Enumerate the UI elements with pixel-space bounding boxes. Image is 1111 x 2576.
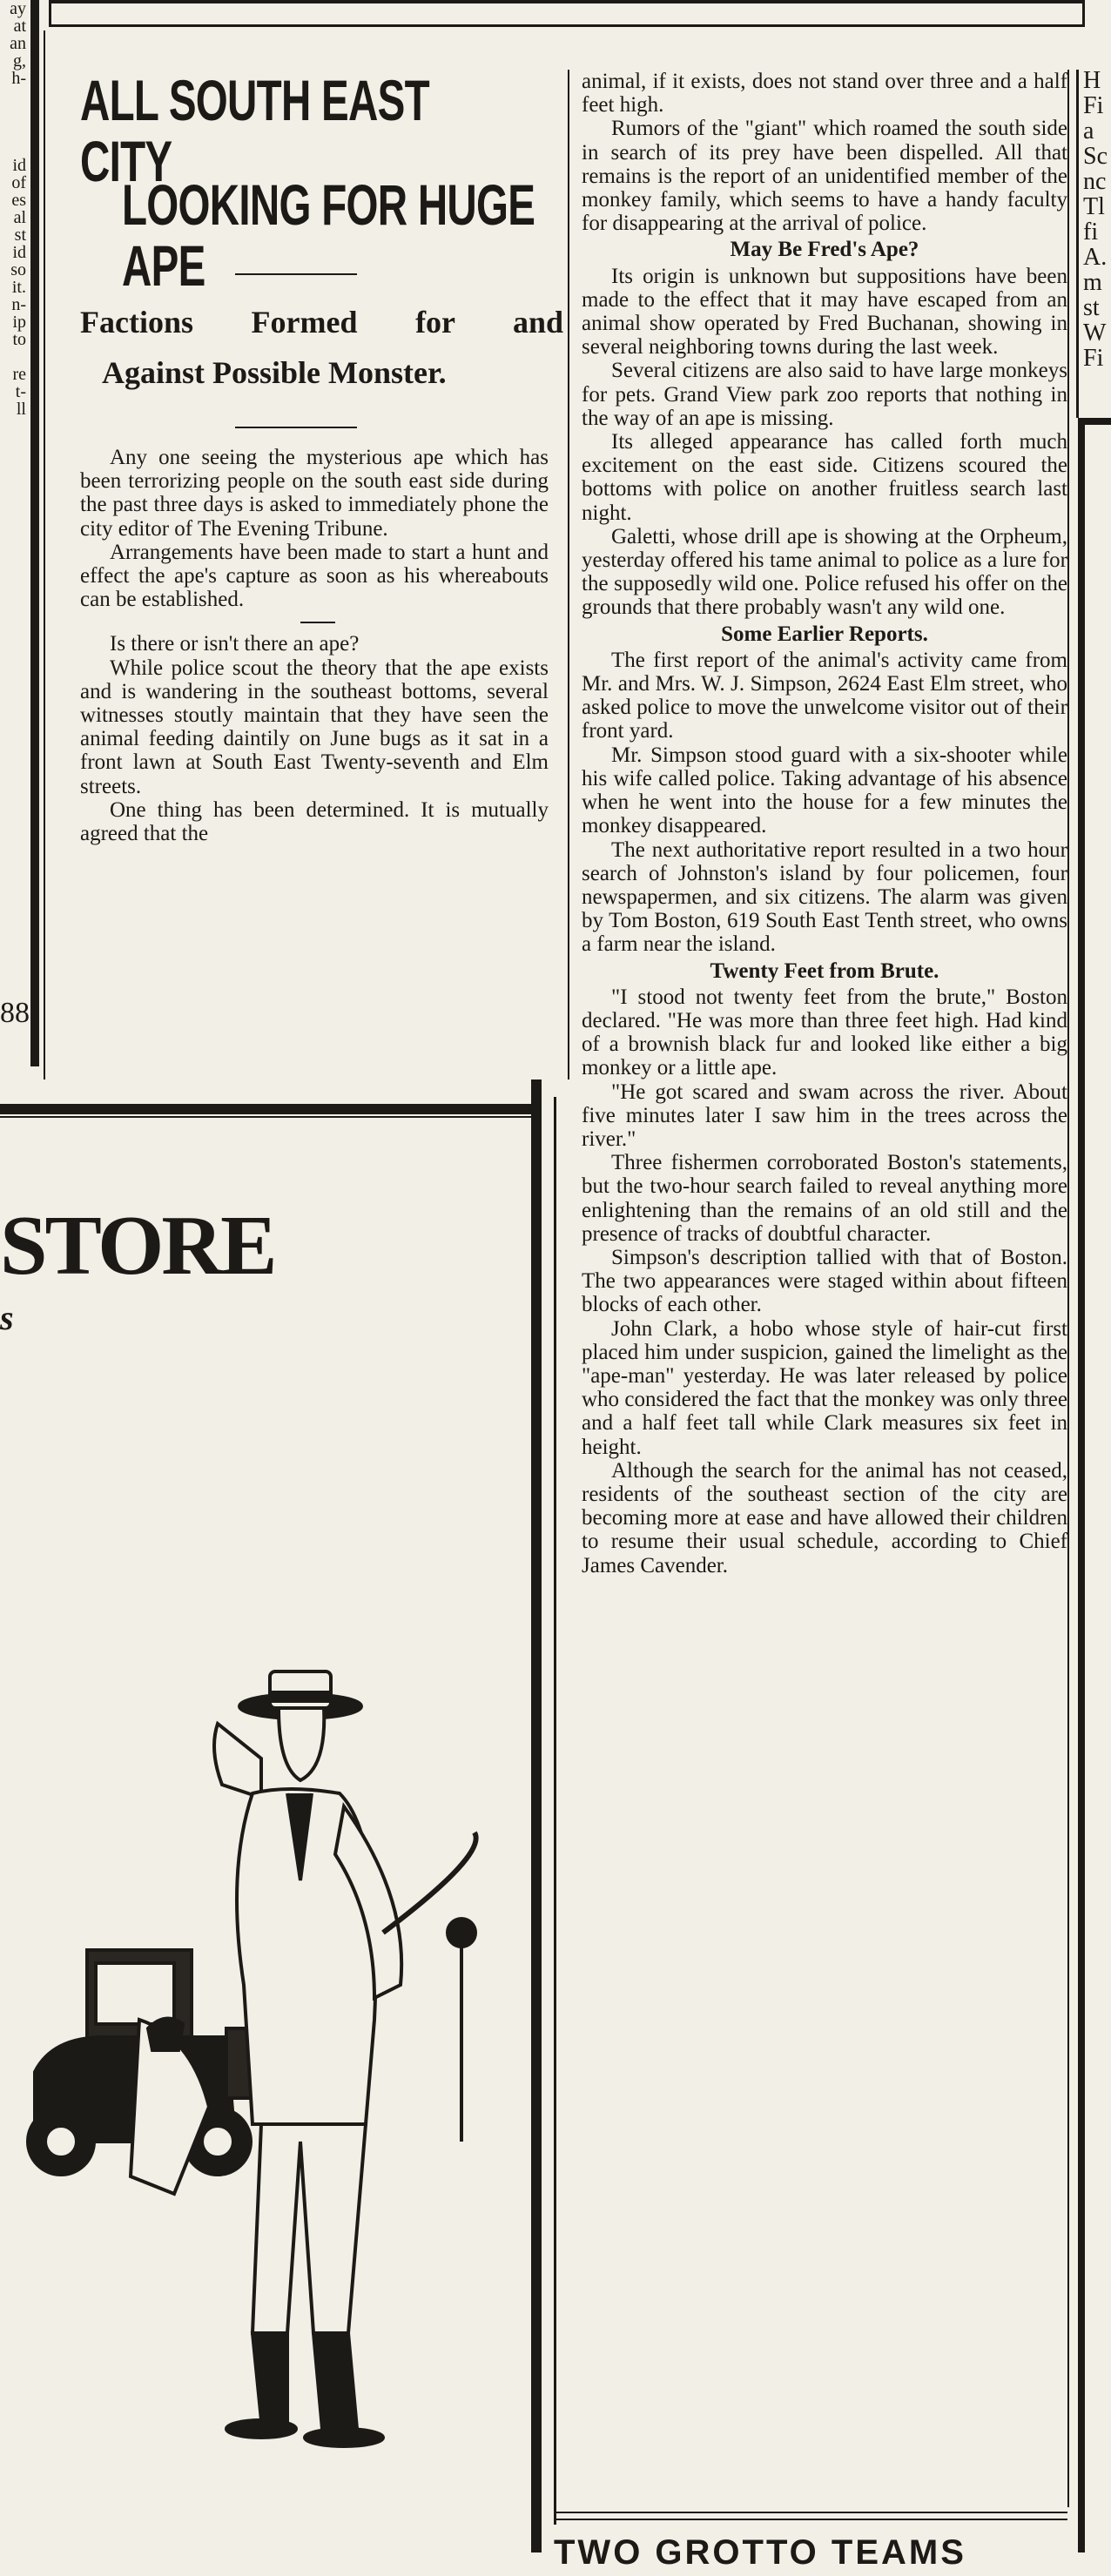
paragraph: One thing has been determined. It is mutually agreed that the (80, 797, 549, 846)
ad-illustration (0, 1654, 522, 2516)
paragraph: Any one seeing the mysterious ape which has been terrorizing people on the south east side during the past three days is asked to immediately phone the city editor of The Evening Tribune. (80, 446, 549, 541)
paragraph: John Clark, a hobo whose style of hair-cut first placed him under suspicion, gained the limelight as the "ape-man" yesterday. He was later released by police who considered the fact that the monkey was only three and a half feet tall while Clark measures six feet in height. (582, 1316, 1067, 1459)
bottom-rule-2 (554, 2519, 1067, 2520)
top-box-right (1082, 0, 1085, 27)
ad-tag: s (0, 1298, 14, 1337)
fragment-line: st (1083, 294, 1100, 321)
paragraph: Although the search for the animal has not ceased, residents of the southeast section of the city are becoming more at ease and have allowed their children to resume their usual schedule, according to Chief James Cavender. (582, 1458, 1067, 1577)
fragment-line: st (14, 225, 26, 245)
fragment-line: g, (13, 51, 26, 71)
paragraph: The next authoritative report resulted in a two hour search of Johnston's island by four policemen, four newspapermen, and six citizens. The alarm was given by Tom Boston, 619 South East Tenth street, who owns a farm near the island. (582, 837, 1067, 957)
fragment-line: an (10, 34, 26, 53)
paragraph: Galetti, whose drill ape is showing at the Orpheum, yesterday offered his tame animal to police as a lure for the supposedly wild one. Police refused his offer on the grounds that there probably wasn't any wild one. (582, 524, 1067, 620)
fragment-line: to (12, 330, 26, 349)
paragraph: "He got scared and swam across the river. About five minutes later I saw him in the trees across the river." (582, 1079, 1067, 1151)
fragment-line: h- (11, 69, 26, 88)
col1-paragraphs-2 (80, 656, 549, 846)
ad-top-border (0, 1104, 538, 1114)
column-2-body (582, 70, 1067, 1577)
ad-store-word: STORE (0, 1199, 275, 1293)
man-illustration (131, 1671, 476, 2446)
col2-lead (582, 70, 1067, 235)
paragraph: Its alleged appearance has called forth much excitement on the east side. Citizens scoured the bottoms with police on another fruitless search last night. (582, 430, 1067, 525)
col2-outer-left-rule (531, 1079, 542, 2552)
fragment-line: fi (1083, 219, 1099, 245)
paragraph: Arrangements have been made to start a hunt and effect the ape's capture as soon as his whereabouts can be established. (80, 540, 549, 612)
fragment-line: A. (1083, 244, 1108, 271)
paragraph: Rumors of the "giant" which roamed the south side in search of its prey have been dispelled. All that remains is the report of an unidentified member of the monkey family, which seems to have a handy faculty for disappearing at the arrival of police. (582, 117, 1067, 236)
headline-line-1: ALL SOUTH EAST CITY (80, 68, 429, 193)
fragment-line: W (1083, 319, 1107, 346)
fragment-line: t- (15, 382, 26, 401)
fragment-line: ip (12, 313, 26, 332)
col2-sec3 (582, 985, 1067, 1577)
paragraph: Mr. Simpson stood guard with a six-shooter while his wife called police. Taking advantage of his absence when he went into the house for a few minutes the monkey disappeared. (582, 743, 1067, 838)
left-column-rule (30, 0, 39, 1066)
column-divider (568, 70, 569, 1079)
fragment-line: m (1083, 269, 1102, 296)
left-column-fragments (0, 0, 26, 418)
col1-paragraphs (80, 446, 549, 611)
fragment-line: al (13, 208, 26, 227)
paragraph: The first report of the animal's activity came from Mr. and Mrs. W. J. Simpson, 2624 East Elm street, who asked police to move the unwelcome visitor out of their front yard. (582, 648, 1067, 743)
fragment-line (0, 348, 26, 366)
column-1-body (80, 446, 549, 845)
left-column-rule-2 (44, 30, 45, 1079)
paragraph: Simpson's description tallied with that of Boston. The two appearances were staged within about fifteen blocks of each other. (582, 1245, 1067, 1317)
fragment-line (0, 139, 26, 157)
col2-right-rule (1067, 70, 1069, 2507)
left-column-fragment-bottom: 88 (0, 997, 30, 1029)
top-rule (49, 0, 1085, 3)
col2-sec2 (582, 649, 1067, 957)
fragment-line: Fi (1083, 92, 1104, 119)
fragment-line: of (11, 173, 26, 192)
fragment-line: nc (1083, 168, 1107, 195)
fragment-line: id (12, 243, 26, 262)
ad-top-inner (0, 1116, 533, 1118)
fragment-line: es (11, 191, 26, 210)
fragment-line: ay (10, 0, 26, 18)
fragment-line: H (1083, 67, 1101, 94)
paragraph: Its origin is unknown but suppositions have been made to the effect that it may have escaped from an animal show operated by Fred Buchanan, showing in several neighboring towns during the last week. (582, 264, 1067, 360)
right-column-rule (1076, 70, 1079, 418)
col2-sec1 (582, 265, 1067, 620)
fragment-line: Sc (1083, 143, 1108, 170)
paragraph: While police scout the theory that the ape exists and is wandering in the southeast bottoms, several witnesses stoutly maintain that they have seen the animal feeding daintily on June bugs as it sat in a front lawn at South East Twenty-seventh and Elm streets. (80, 656, 549, 798)
bottom-rule (554, 2512, 1067, 2513)
fragment-line: id (12, 156, 26, 175)
deck-text-1: Factions Formed for and (80, 305, 563, 340)
paragraph: Three fishermen corroborated Boston's statements, but the two-hour search failed to reveal anything more enlightening than the remains of an old still and the presence of tracks of doubtful character. (582, 1151, 1067, 1246)
right-column-fragments (1083, 68, 1111, 371)
top-rule-2 (49, 24, 1085, 27)
right-box-rule-v (1078, 418, 1085, 2552)
fragment-line: ll (16, 400, 26, 419)
fragment-line: it. (11, 278, 26, 297)
fragment-line: at (13, 17, 26, 36)
subhead-earlier: Some Earlier Reports. (721, 622, 928, 646)
fragment-line (0, 104, 26, 122)
fragment-line: n- (11, 295, 26, 314)
paragraph: animal, if it exists, does not stand over three and a half feet high. (582, 70, 1067, 118)
fragment-line (0, 122, 26, 139)
fragment-line: Tl (1083, 193, 1105, 220)
deck-line-2: Against Possible Monster. (102, 355, 447, 390)
col1-short-rule (300, 622, 335, 623)
fragment-line: so (10, 260, 26, 279)
next-article-headline: TWO GROTTO TEAMS (554, 2533, 966, 2572)
paragraph: "I stood not twenty feet from the brute," Boston declared. "He was more than three feet high. Had kind of a brownish black fur and looked like either a big monkey or a little ape. (582, 985, 1067, 1080)
subhead-twenty-feet: Twenty Feet from Brute. (710, 958, 939, 983)
fragment-line: Fi (1083, 345, 1104, 372)
subhead-fred: May Be Fred's Ape? (730, 238, 919, 262)
fragment-line: re (12, 365, 26, 384)
paragraph: Several citizens are also said to have large monkeys for pets. Grand View park zoo reports that nothing in the way of an ape is missing. (582, 359, 1067, 430)
headline-line-2: LOOKING FOR HUGE APE (122, 172, 535, 298)
deck-line-1 (80, 298, 563, 346)
fragment-line (0, 87, 26, 104)
fragment-line: a (1083, 118, 1094, 145)
col1-question: Is there or isn't there an ape? (110, 632, 360, 656)
deck-rule (235, 427, 357, 428)
headline-rule (235, 273, 357, 275)
top-box-left (49, 0, 51, 27)
col2-outer-left-rule-2 (554, 1097, 556, 2525)
